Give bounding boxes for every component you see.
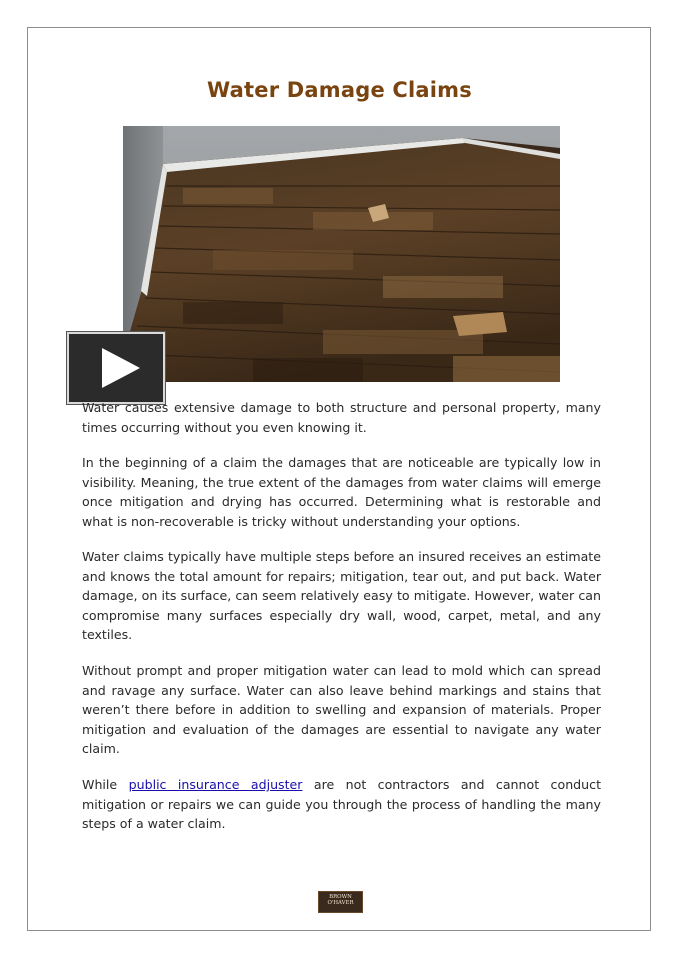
paragraph-3: Water claims typically have multiple steps before an insured receives an estimate and knows the total amount for repairs; mitigation, tear out, and put back. Water damage, on its surface, can seem relatively easy to mitigate. However, water can compromise many surfaces especially dry wall, wood, carpet, metal, and any textiles. [82,549,601,643]
logo-line-1: BROWN [329,894,352,900]
public-insurance-adjuster-link[interactable]: public insurance adjuster [128,777,303,792]
paragraph-5-intro: While [82,777,129,792]
page-title: Water Damage Claims [207,78,472,102]
paragraph-5-rest: are not contractors and cannot conduct mitigation or repairs we can guide you through the process of handling the many steps of a water claim. [82,777,602,832]
play-icon [102,348,140,388]
play-button[interactable] [67,332,165,404]
brown-ohaver-logo [318,891,363,913]
water-damaged-floor-photo [123,126,560,382]
paragraph-1: Water causes extensive damage to both structure and personal property, many times occurring without you even knowing it. [82,400,601,435]
paragraph-5 [82,775,601,834]
logo-line-2: O'HAVER [327,900,354,906]
paragraph-2: In the beginning of a claim the damages that are noticeable are typically low in visibility. Meaning, the true extent of the damages from water claims will emerge once mitigation and drying has occurred. Determining what is restorable and what is non-recoverable is tricky without understanding your options. [82,455,601,529]
paragraph-4: Without prompt and proper mitigation water can lead to mold which can spread and ravage any surface. Water can also leave behind markings and stains that weren’t there before in addition to swelling and expansion of materials. Proper mitigation and evaluation of the damages are essential to navigate any water claim. [82,663,601,757]
